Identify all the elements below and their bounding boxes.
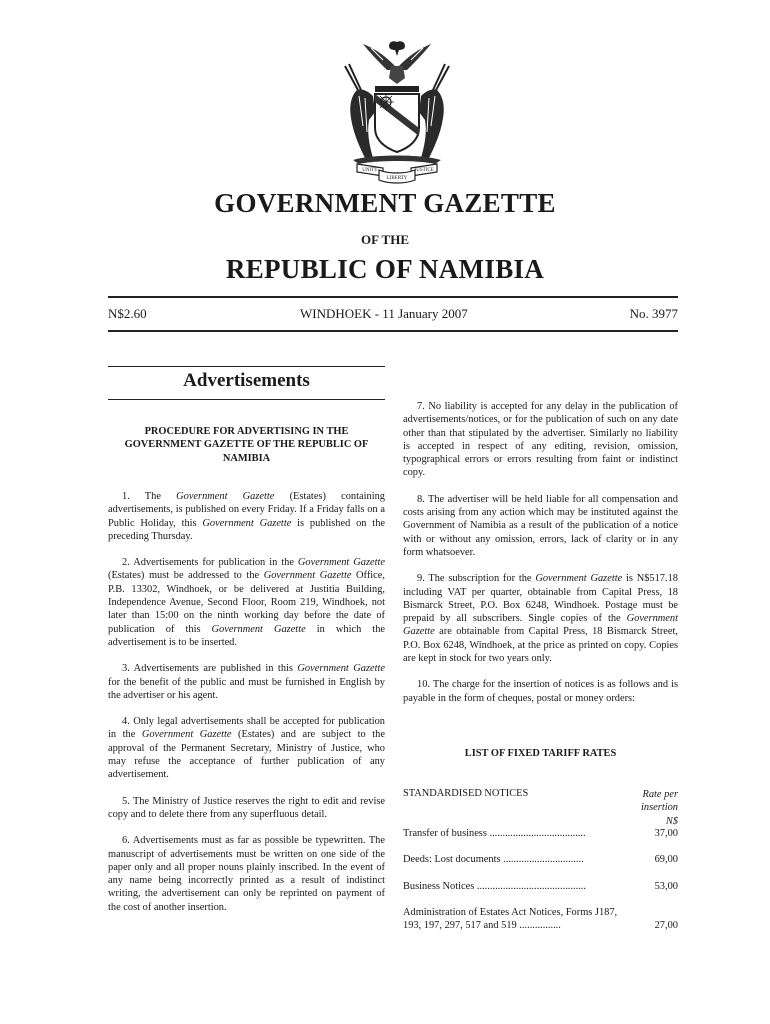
tariff-row	[403, 906, 678, 933]
section-rule-top	[108, 366, 385, 367]
motto-justice: JUSTICE	[414, 168, 434, 173]
tariff-row-label: Deeds: Lost documents ...............................	[403, 854, 584, 865]
tariff-row-label: Business Notices ..........................................	[403, 881, 586, 892]
section-title: Advertisements	[183, 370, 310, 391]
tariff-row	[403, 853, 678, 866]
tariff-row-label: Transfer of business .....................................	[403, 828, 586, 839]
tariff-row-label: Administration of Estates Act Notices, Forms J187, 193, 197, 297, 517 and 519 ................	[403, 907, 618, 932]
gazette-name-italic: Government Gazette	[263, 570, 352, 582]
right-column-paragraphs	[403, 400, 678, 718]
currency-label: N$	[665, 815, 678, 827]
coat-of-arms-emblem	[323, 36, 471, 186]
tariff-row	[403, 880, 678, 893]
procedure-paragraph	[403, 400, 678, 480]
procedure-heading: PROCEDURE FOR ADVERTISING IN THE GOVERNMENT GAZETTE OF THE REPUBLIC OF NAMIBIA	[124, 426, 369, 464]
paragraph-text: is published on the preceding Thursday.	[108, 517, 385, 542]
paragraph-text: (Estates) must be addressed to the	[108, 570, 264, 582]
paragraph-text: 5. The Ministry of Justice reserves the right to edit and revise copy and to delete there from any superfluous detail.	[108, 795, 385, 820]
issue-place-date: WINDHOEK - 11 January 2007	[300, 306, 468, 321]
procedure-paragraph	[403, 678, 678, 705]
motto-liberty: LIBERTY	[386, 176, 408, 181]
rate-per-label: Rate per	[642, 789, 678, 800]
paragraph-text: 7. No liability is accepted for any delay in the publication of advertisements/notices, or for the publication of such on any date other than that stipulated by the advertiser. Similarly no liability is accepted in respect of any editing, revision, omission, typographical errors or errors resulting from faint or indistinct copy.	[403, 401, 678, 479]
paragraph-text: (Estates) and are subject to the approval of the Permanent Secretary, Ministry of Justice, who may refuse the acceptance of further publication of any advertisement.	[108, 729, 385, 781]
gazette-name-italic: Government Gazette	[535, 573, 623, 585]
section-rule-bottom	[108, 399, 385, 400]
paragraph-text: 9. The subscription for the	[417, 573, 536, 585]
paragraph-text: 1. The	[122, 491, 177, 502]
gazette-name-italic: Government Gazette	[297, 557, 385, 569]
paragraph-text: (Estates) containing advertisements, is published on every Friday. If a Friday falls on a Public Holiday, this	[108, 491, 385, 529]
tariff-col-head-left: STANDARDISED NOTICES	[403, 788, 529, 799]
issue-price: N$2.60	[108, 306, 147, 321]
procedure-paragraph	[403, 493, 678, 559]
paragraph-text: is N$517.18 including VAT per quarter, obtainable from Capital Press, 18 Bismarck Street, P.O. Box 6248, Windhoek. Postage must be prepaid by all subscribers. Single copies of the	[403, 573, 678, 625]
paragraph-text: 2. Advertisements for publication in the	[122, 557, 298, 569]
paragraph-text: for the benefit of the public and must be furnished in English by the advertiser or his agent.	[108, 676, 385, 701]
gazette-name-italic: Government Gazette	[176, 491, 275, 502]
header-rule-bottom	[108, 330, 678, 332]
gazette-title: GOVERNMENT GAZETTE	[214, 188, 556, 218]
procedure-paragraph	[108, 834, 385, 914]
tariff-list-title: LIST OF FIXED TARIFF RATES	[464, 748, 617, 759]
paragraph-text: 4. Only legal advertisements shall be accepted for publication in the	[108, 716, 385, 741]
paragraph-text: Office, P.B. 13302, Windhoek, or be delivered at Justitia Building, Independence Avenue, Second Floor, Room 219, Windhoek, not later than 15:00 on the ninth working day before the date of publication of this	[108, 570, 386, 635]
gazette-republic: REPUBLIC OF NAMIBIA	[225, 254, 545, 284]
paragraph-text: are obtainable from Capital Press, 18 Bismarck Street, P.O. Box 6248, Windhoek, at the price as printed on copy. Copies are kept in stock for two years only.	[403, 626, 678, 665]
tariff-row-amount: 37,00	[654, 828, 678, 839]
paragraph-text: 6. Advertisements must as far as possible be typewritten. The manuscript of advertisements must be written on one side of the paper only and all proper nouns plainly inscribed. In the event of any name being incorrectly printed as a result of indistinct writing, the advertisement can only be reprinted on payment of the cost of another insertion.	[108, 835, 385, 913]
header-rule-top	[108, 296, 678, 298]
paragraph-text: 8. The advertiser will be held liable for all compensation and costs arising from any action which may be instituted against the Government of Namibia as a result of the publication of a notice with or without any omission, errors, lack of clarity or in any form whatsoever.	[403, 493, 678, 558]
paragraph-text: 10. The charge for the insertion of notices is as follows and is payable in the form of cheques, postal or money orders:	[403, 679, 678, 704]
gazette-name-italic: Government Gazette	[202, 517, 292, 529]
procedure-paragraph	[108, 795, 385, 822]
procedure-paragraph	[403, 572, 678, 665]
gazette-name-italic: Government Gazette	[403, 613, 678, 638]
tariff-row-amount: 53,00	[654, 881, 678, 892]
tariff-row-amount: 69,00	[654, 854, 678, 865]
procedure-paragraph	[108, 490, 385, 543]
gazette-name-italic: Government Gazette	[297, 663, 385, 675]
gazette-name-italic: Government Gazette	[141, 729, 232, 741]
issue-number: No. 3977	[629, 306, 678, 321]
tariff-row-amount: 27,00	[654, 920, 678, 932]
paragraph-text: in which the advertisement is to be inserted.	[108, 623, 385, 648]
tariff-col-head-right	[600, 788, 678, 828]
motto-unity: UNITY	[362, 168, 378, 173]
procedure-paragraph	[108, 715, 385, 781]
insertion-label: insertion	[641, 802, 678, 814]
gazette-of-the: OF THE	[360, 232, 410, 247]
procedure-paragraph	[108, 556, 385, 649]
gazette-name-italic: Government Gazette	[211, 623, 306, 635]
tariff-row	[403, 827, 678, 840]
left-column-paragraphs	[108, 490, 385, 927]
paragraph-text: 3. Advertisements are published in this	[122, 663, 298, 675]
procedure-paragraph	[108, 662, 385, 702]
